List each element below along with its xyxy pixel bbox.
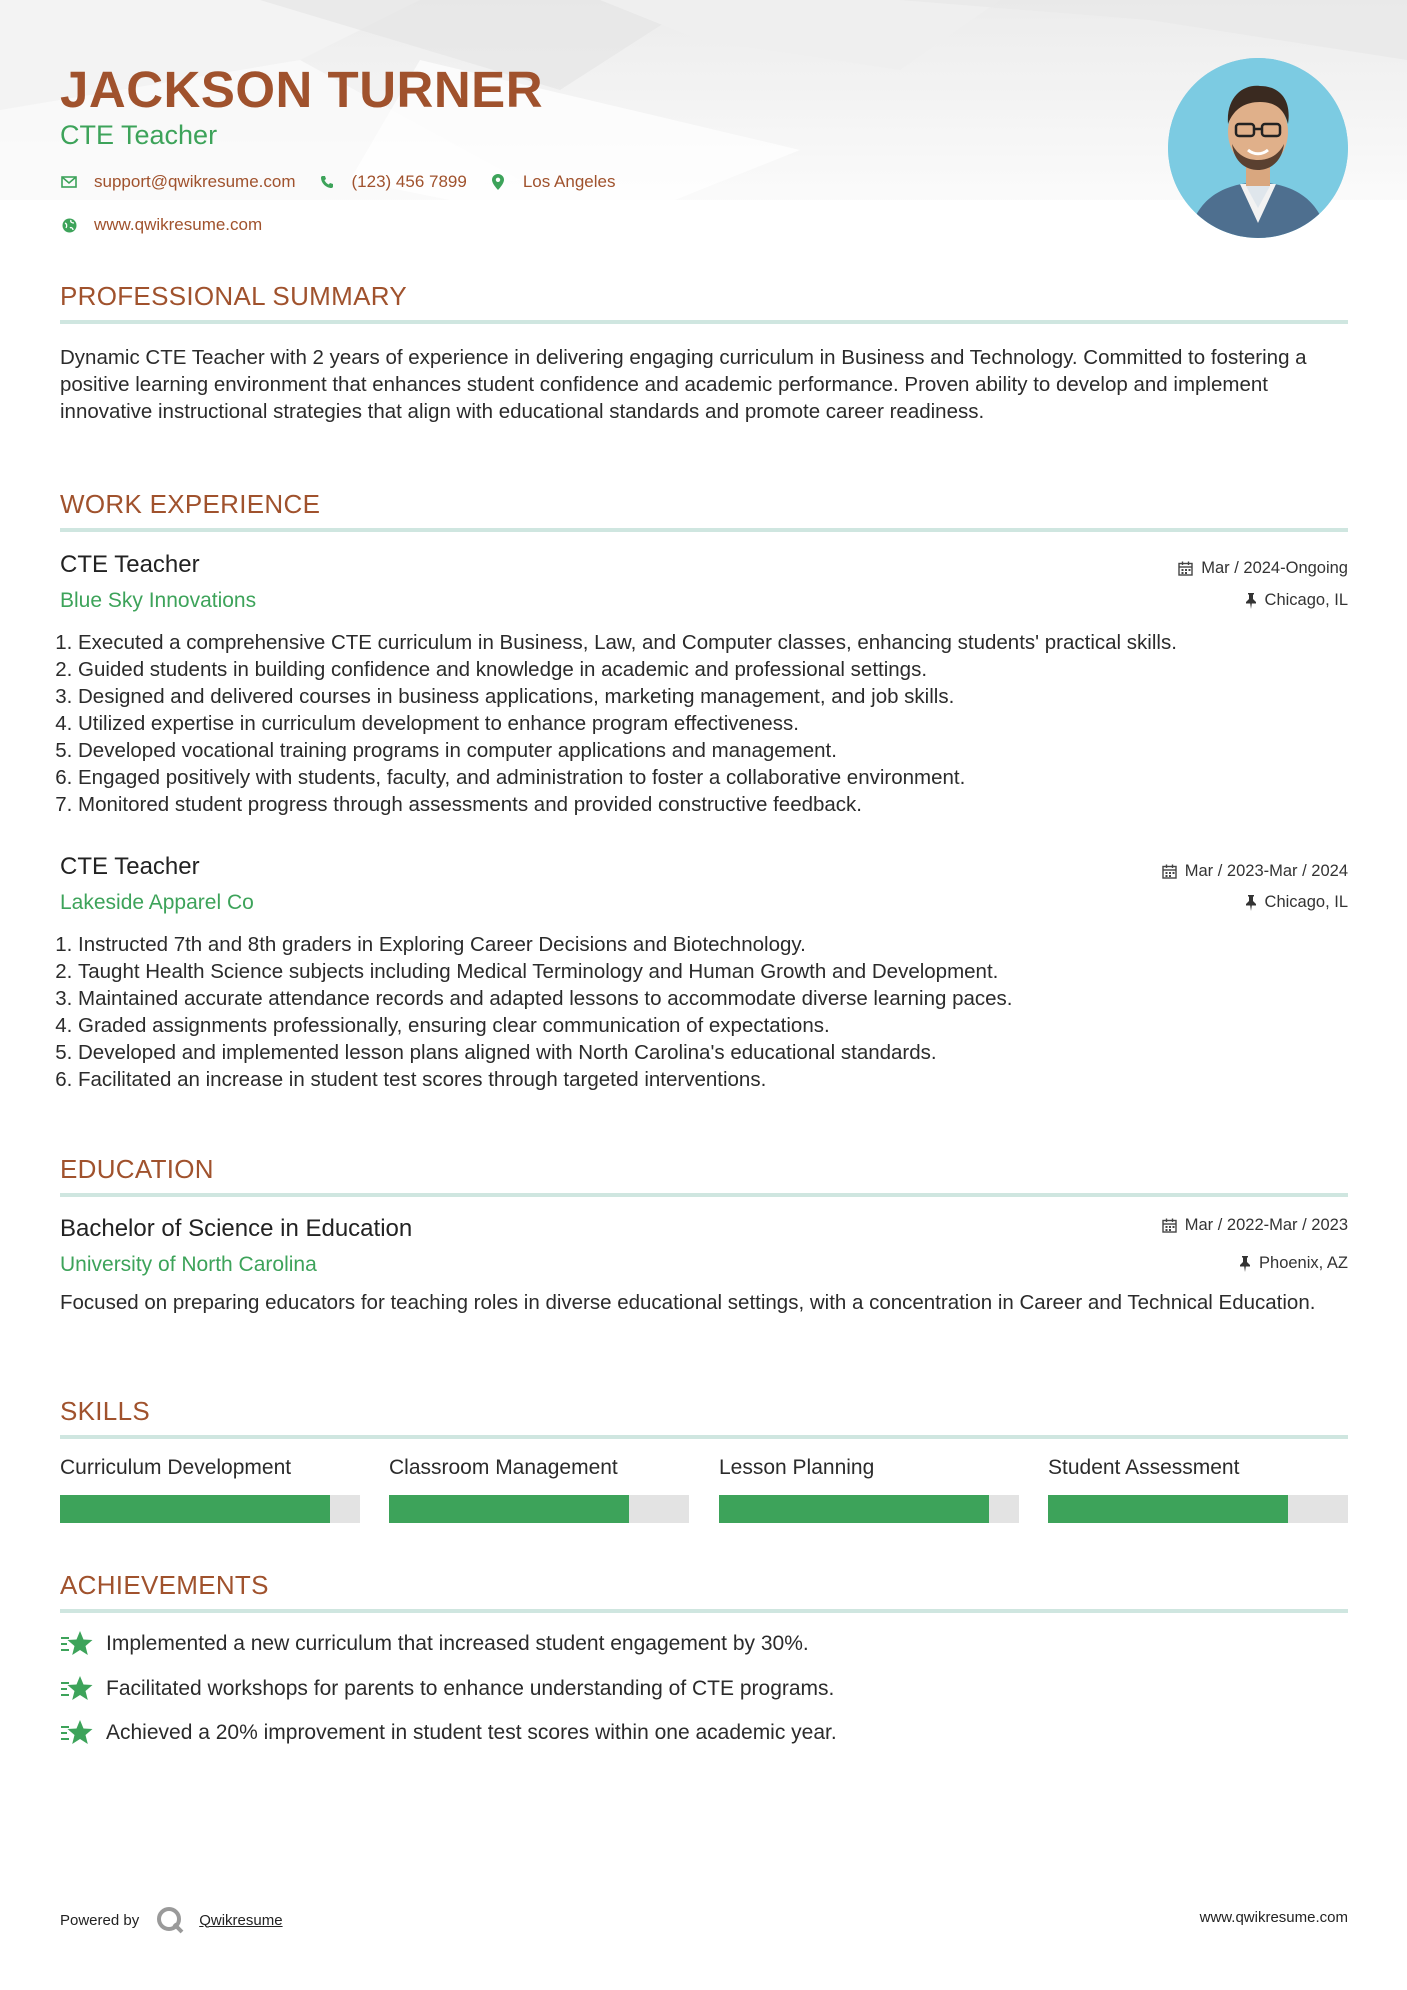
education-description: Focused on preparing educators for teaching roles in diverse educational settings, with a concentration in Career and Technical Education. <box>60 1291 1316 1314</box>
section-title-education: EDUCATION <box>60 1154 214 1184</box>
job-dates-text: Mar / 2024-Ongoing <box>1201 559 1348 577</box>
skill-item <box>389 1456 689 1523</box>
job-dates-text: Mar / 2023-Mar / 2024 <box>1184 862 1348 880</box>
skill-label: Curriculum Development <box>60 1456 292 1479</box>
skill-label: Lesson Planning <box>719 1456 875 1479</box>
section-divider <box>60 528 1348 532</box>
list-item: 1. Instructed 7th and 8th graders in Exploring Career Decisions and Biotechnology. <box>78 931 1348 958</box>
candidate-name: JACKSON TURNER <box>60 61 544 118</box>
list-item: 2. Guided students in building confidence and knowledge in academic and professional settings. <box>78 656 1348 683</box>
pushpin-icon <box>1245 593 1257 609</box>
section-divider <box>60 1193 1348 1197</box>
website-text: www.qwikresume.com <box>94 215 263 234</box>
skill-bar-fill <box>719 1495 989 1523</box>
list-item: 4. Graded assignments professionally, ensuring clear communication of expectations. <box>78 1012 1348 1039</box>
job-location-text: Chicago, IL <box>1264 591 1348 609</box>
achievement-text: Implemented a new curriculum that increased student engagement by 30%. <box>106 1632 809 1655</box>
summary-text: Dynamic CTE Teacher with 2 years of experience in delivering engaging curriculum in Business and Technology. Committed to fostering a positive learning environment that enhances student confidence and academic performance. Proven ability to develop and implement innovative instructional strategies that align with educational standards and promote career readiness. <box>60 346 1307 423</box>
qwikresume-logo-icon <box>155 1905 185 1935</box>
list-item: 3. Maintained accurate attendance records and adapted lessons to accommodate diverse learning paces. <box>78 985 1348 1012</box>
star-badge-icon <box>60 1630 94 1658</box>
list-item: 2. Taught Health Science subjects including Medical Terminology and Human Growth and Development. <box>78 958 1348 985</box>
skill-bar <box>1048 1495 1348 1523</box>
location-text: Los Angeles <box>522 172 616 191</box>
job-location-text: Chicago, IL <box>1264 893 1348 911</box>
list-item: 1. Executed a comprehensive CTE curriculum in Business, Law, and Computer classes, enhancing students' practical skills. <box>78 629 1348 656</box>
powered-by <box>60 1905 283 1935</box>
skill-bar-fill <box>1048 1495 1288 1523</box>
location-item <box>489 172 616 192</box>
profile-photo <box>1168 58 1348 238</box>
achievement-item <box>60 1675 834 1703</box>
pushpin-icon <box>1239 1256 1251 1272</box>
education-dates <box>1162 1216 1348 1235</box>
star-badge-icon <box>60 1675 94 1703</box>
email-text: support@qwikresume.com <box>94 172 296 191</box>
skill-bar-fill <box>60 1495 330 1523</box>
list-item: 7. Monitored student progress through assessments and provided constructive feedback. <box>78 791 1348 818</box>
list-item: 5. Developed and implemented lesson plans aligned with North Carolina's educational standards. <box>78 1039 1348 1066</box>
qwikresume-link[interactable]: Qwikresume <box>199 1911 283 1929</box>
map-pin-icon <box>489 173 507 191</box>
skill-bar <box>389 1495 689 1523</box>
calendar-icon <box>1162 1218 1177 1233</box>
section-title-experience: WORK EXPERIENCE <box>60 489 321 519</box>
phone-text: (123) 456 7899 <box>351 172 467 191</box>
achievement-item <box>60 1719 837 1747</box>
education-location-text: Phoenix, AZ <box>1259 1254 1348 1272</box>
section-divider <box>60 320 1348 324</box>
section-title-summary: PROFESSIONAL SUMMARY <box>60 281 407 311</box>
degree-title: Bachelor of Science in Education <box>60 1215 413 1242</box>
achievement-text: Facilitated workshops for parents to enhance understanding of CTE programs. <box>106 1677 835 1700</box>
website-item[interactable] <box>60 215 262 235</box>
skill-item <box>60 1456 360 1523</box>
skill-item <box>719 1456 1019 1523</box>
list-item: 6. Facilitated an increase in student test scores through targeted interventions. <box>78 1066 1348 1093</box>
achievement-text: Achieved a 20% improvement in student test scores within one academic year. <box>106 1721 837 1744</box>
job-dates <box>1162 862 1348 881</box>
list-item: 6. Engaged positively with students, faculty, and administration to foster a collaborative environment. <box>78 764 1348 791</box>
job-bullets <box>60 629 1348 818</box>
website-row <box>60 215 284 235</box>
section-title-skills: SKILLS <box>60 1396 150 1426</box>
section-title-achievements: ACHIEVEMENTS <box>60 1570 269 1600</box>
pushpin-icon <box>1245 895 1257 911</box>
list-item: 3. Designed and delivered courses in business applications, marketing management, and job skills. <box>78 683 1348 710</box>
achievement-item <box>60 1630 809 1658</box>
section-divider <box>60 1435 1348 1439</box>
company-name: Blue Sky Innovations <box>60 589 257 612</box>
job-dates <box>1178 559 1348 578</box>
skill-bar <box>60 1495 360 1523</box>
powered-by-label: Powered by <box>60 1911 140 1929</box>
skill-label: Student Assessment <box>1048 1456 1240 1479</box>
envelope-icon <box>60 173 78 191</box>
job-title: CTE Teacher <box>60 853 200 880</box>
list-item: 4. Utilized expertise in curriculum development to enhance program effectiveness. <box>78 710 1348 737</box>
education-location <box>1239 1254 1348 1273</box>
skill-item <box>1048 1456 1348 1523</box>
contact-row <box>60 172 637 192</box>
education-dates-text: Mar / 2022-Mar / 2023 <box>1184 1216 1348 1234</box>
list-item: 5. Developed vocational training programs in computer applications and management. <box>78 737 1348 764</box>
phone-icon <box>318 173 336 191</box>
calendar-icon <box>1178 561 1193 576</box>
school-name: University of North Carolina <box>60 1253 317 1276</box>
email-item[interactable] <box>60 172 296 192</box>
phone-item[interactable] <box>318 172 467 192</box>
job-location <box>1245 893 1348 912</box>
section-divider <box>60 1609 1348 1613</box>
globe-icon <box>60 216 78 234</box>
job-location <box>1245 591 1348 610</box>
candidate-role: CTE Teacher <box>60 120 218 150</box>
footer-website[interactable]: www.qwikresume.com <box>1199 1909 1348 1926</box>
star-badge-icon <box>60 1719 94 1747</box>
calendar-icon <box>1162 864 1177 879</box>
job-bullets <box>60 931 1348 1093</box>
company-name: Lakeside Apparel Co <box>60 891 254 914</box>
skill-bar <box>719 1495 1019 1523</box>
skill-label: Classroom Management <box>389 1456 618 1479</box>
job-title: CTE Teacher <box>60 551 200 578</box>
skill-bar-fill <box>389 1495 629 1523</box>
